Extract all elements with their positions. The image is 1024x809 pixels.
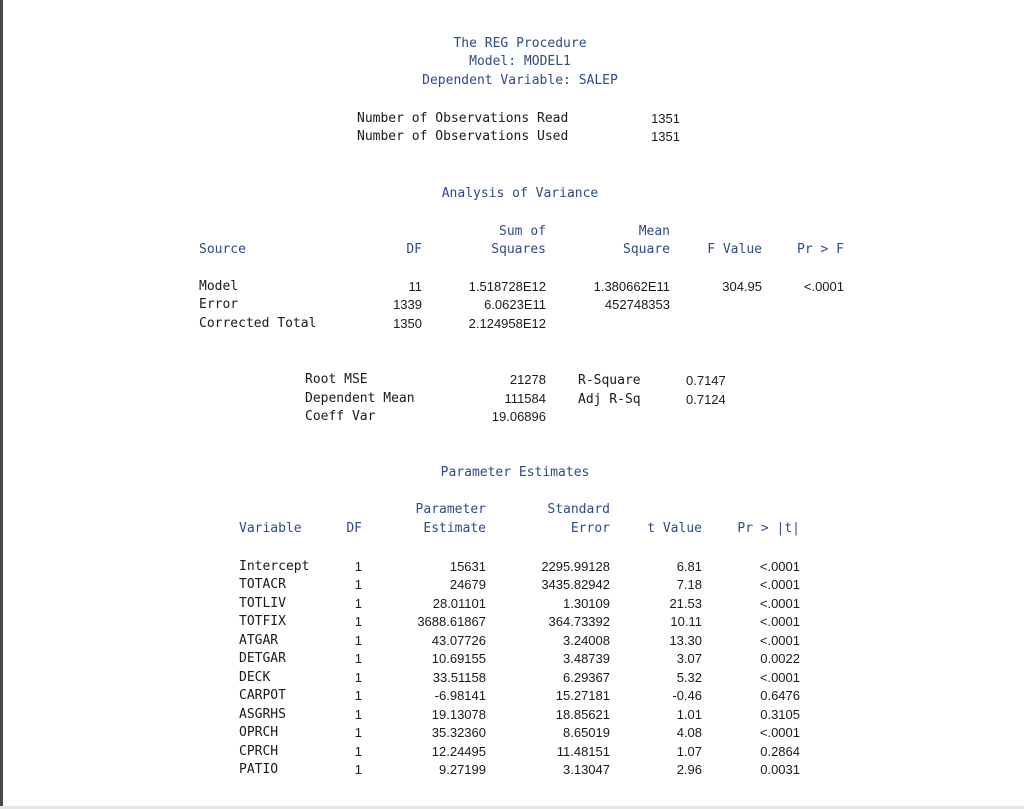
param-estimate: 35.32360 bbox=[431, 725, 486, 740]
adj-rsq-value: 0.7124 bbox=[686, 392, 726, 407]
model-name: Model: MODEL1 bbox=[469, 54, 571, 69]
param-std-error: 364.73392 bbox=[548, 614, 610, 629]
params-header-df: DF bbox=[346, 521, 362, 536]
anova-f: 304.95 bbox=[722, 279, 762, 294]
anova-header-ss-bottom: Squares bbox=[491, 242, 546, 257]
procedure-title: The REG Procedure bbox=[453, 36, 587, 51]
param-std-error: 18.85621 bbox=[555, 707, 610, 722]
anova-ms: 1.380662E11 bbox=[593, 279, 670, 294]
param-std-error: 6.29367 bbox=[563, 670, 610, 685]
params-header-est-top: Parameter bbox=[415, 502, 486, 517]
param-variable: DETGAR bbox=[239, 651, 286, 666]
anova-df: 11 bbox=[408, 279, 422, 294]
anova-header-f: F Value bbox=[707, 242, 762, 257]
anova-df: 1350 bbox=[393, 316, 422, 331]
param-p-value: 0.0022 bbox=[760, 651, 800, 666]
param-df: 1 bbox=[354, 596, 362, 611]
param-df: 1 bbox=[354, 762, 362, 777]
param-t-value: 5.32 bbox=[676, 670, 702, 685]
anova-p: <.0001 bbox=[803, 279, 844, 294]
param-df: 1 bbox=[354, 725, 362, 740]
rsq-value: 0.7147 bbox=[686, 373, 726, 388]
dep-mean-value: 111584 bbox=[504, 391, 546, 406]
param-t-value: 7.18 bbox=[676, 577, 702, 592]
param-p-value: <.0001 bbox=[759, 577, 800, 592]
param-t-value: 13.30 bbox=[669, 633, 702, 648]
param-variable: CPRCH bbox=[239, 744, 279, 759]
param-variable: DECK bbox=[239, 670, 271, 685]
param-std-error: 3.48739 bbox=[563, 651, 610, 666]
param-std-error: 1.30109 bbox=[563, 596, 610, 611]
param-df: 1 bbox=[354, 614, 362, 629]
param-df: 1 bbox=[354, 651, 362, 666]
param-variable: ATGAR bbox=[239, 633, 279, 648]
param-estimate: 12.24495 bbox=[431, 744, 486, 759]
param-t-value: 4.08 bbox=[676, 725, 702, 740]
param-std-error: 15.27181 bbox=[555, 688, 610, 703]
param-t-value: 3.07 bbox=[676, 651, 702, 666]
param-p-value: <.0001 bbox=[759, 614, 800, 629]
param-t-value: 1.01 bbox=[676, 707, 702, 722]
param-p-value: <.0001 bbox=[759, 559, 800, 574]
anova-header-source: Source bbox=[199, 242, 246, 257]
param-df: 1 bbox=[354, 744, 362, 759]
anova-ss: 1.518728E12 bbox=[468, 279, 546, 294]
param-estimate: 24679 bbox=[449, 577, 486, 592]
param-p-value: 0.6476 bbox=[760, 688, 800, 703]
param-estimate: 10.69155 bbox=[431, 651, 486, 666]
param-df: 1 bbox=[354, 633, 362, 648]
anova-header-ss-top: Sum of bbox=[499, 224, 546, 239]
param-std-error: 2295.99128 bbox=[541, 559, 610, 574]
param-variable: Intercept bbox=[239, 559, 310, 574]
anova-source: Model bbox=[199, 279, 239, 294]
param-variable: TOTACR bbox=[239, 577, 286, 592]
param-variable: PATIO bbox=[239, 762, 279, 777]
param-estimate: 3688.61867 bbox=[417, 614, 486, 629]
param-t-value: 1.07 bbox=[676, 744, 702, 759]
param-p-value: <.0001 bbox=[759, 596, 800, 611]
rsq-label: R-Square bbox=[578, 373, 641, 388]
param-std-error: 3.13047 bbox=[563, 762, 610, 777]
param-estimate: -6.98141 bbox=[434, 688, 486, 703]
adj-rsq-label: Adj R-Sq bbox=[578, 392, 641, 407]
param-df: 1 bbox=[354, 559, 362, 574]
obs-read-value: 1351 bbox=[651, 111, 680, 126]
anova-df: 1339 bbox=[393, 297, 422, 312]
param-estimate: 15631 bbox=[449, 559, 486, 574]
params-header-p: Pr > |t| bbox=[737, 521, 800, 536]
anova-source: Corrected Total bbox=[199, 316, 317, 331]
param-estimate: 43.07726 bbox=[431, 633, 486, 648]
anova-ss: 2.124958E12 bbox=[468, 316, 546, 331]
param-std-error: 8.65019 bbox=[563, 725, 610, 740]
param-df: 1 bbox=[354, 670, 362, 685]
param-df: 1 bbox=[354, 688, 362, 703]
param-p-value: <.0001 bbox=[759, 725, 800, 740]
param-t-value: -0.46 bbox=[672, 688, 702, 703]
param-p-value: <.0001 bbox=[759, 633, 800, 648]
param-variable: TOTFIX bbox=[239, 614, 286, 629]
anova-title: Analysis of Variance bbox=[441, 186, 599, 201]
param-variable: OPRCH bbox=[239, 725, 279, 740]
params-header-se-top: Standard bbox=[547, 502, 610, 517]
param-df: 1 bbox=[354, 577, 362, 592]
anova-header-p: Pr > F bbox=[797, 242, 844, 257]
param-std-error: 11.48151 bbox=[556, 744, 610, 759]
params-title: Parameter Estimates bbox=[440, 465, 590, 480]
param-t-value: 2.96 bbox=[676, 762, 702, 777]
root-mse-label: Root MSE bbox=[305, 372, 368, 387]
coeff-var-value: 19.06896 bbox=[491, 409, 546, 424]
param-estimate: 28.01101 bbox=[432, 596, 486, 611]
params-header-variable: Variable bbox=[239, 521, 302, 536]
left-edge-bar bbox=[0, 0, 3, 809]
anova-header-df: DF bbox=[406, 242, 422, 257]
param-estimate: 19.13078 bbox=[431, 707, 486, 722]
param-t-value: 21.53 bbox=[669, 596, 702, 611]
param-p-value: <.0001 bbox=[759, 670, 800, 685]
param-std-error: 3.24008 bbox=[563, 633, 610, 648]
anova-header-ms-top: Mean bbox=[638, 224, 670, 239]
anova-header-ms-bottom: Square bbox=[623, 242, 670, 257]
obs-used-value: 1351 bbox=[651, 129, 680, 144]
param-p-value: 0.3105 bbox=[760, 707, 800, 722]
anova-source: Error bbox=[199, 297, 239, 312]
param-p-value: 0.2864 bbox=[760, 744, 800, 759]
coeff-var-label: Coeff Var bbox=[305, 409, 376, 424]
params-header-se-bottom: Error bbox=[570, 521, 610, 536]
param-variable: CARPOT bbox=[239, 688, 286, 703]
params-header-est-bottom: Estimate bbox=[423, 521, 486, 536]
dep-mean-label: Dependent Mean bbox=[305, 391, 415, 406]
root-mse-value: 21278 bbox=[509, 372, 546, 387]
param-estimate: 9.27199 bbox=[439, 762, 486, 777]
param-variable: TOTLIV bbox=[239, 596, 286, 611]
anova-ms: 452748353 bbox=[604, 297, 670, 312]
dependent-variable: Dependent Variable: SALEP bbox=[422, 73, 618, 88]
param-variable: ASGRHS bbox=[239, 707, 286, 722]
obs-used-label: Number of Observations Used bbox=[357, 129, 569, 144]
param-estimate: 33.51158 bbox=[432, 670, 486, 685]
param-df: 1 bbox=[354, 707, 362, 722]
params-header-t: t Value bbox=[647, 521, 702, 536]
param-t-value: 10.11 bbox=[670, 614, 702, 629]
param-std-error: 3435.82942 bbox=[541, 577, 610, 592]
param-p-value: 0.0031 bbox=[760, 762, 800, 777]
param-t-value: 6.81 bbox=[676, 559, 702, 574]
obs-read-label: Number of Observations Read bbox=[357, 111, 569, 126]
anova-ss: 6.0623E11 bbox=[484, 297, 546, 312]
